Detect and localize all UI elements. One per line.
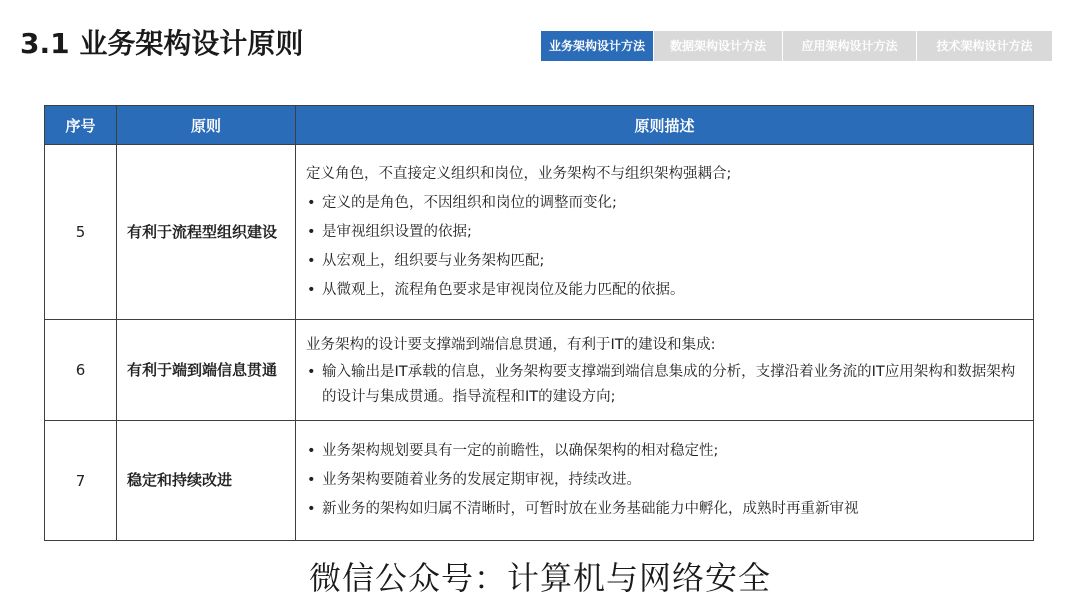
header-principle: 原则 [117, 106, 296, 145]
description-bullet: • 输入输出是IT承载的信息，业务架构要支撑端到端信息集成的分析，支撑沿着业务流的IT应用架构和数据架构的设计与集成贯通。指导流程和IT的建设方向; [306, 360, 1019, 410]
description-bullet: • 业务架构要随着业务的发展定期审视，持续改进。 [306, 466, 1019, 495]
table-row [45, 320, 1034, 421]
principle-description [296, 145, 1034, 320]
table-header-row [45, 106, 1034, 145]
description-bullet: • 从微观上，流程角色要求是审视岗位及能力匹配的依据。 [306, 276, 1019, 305]
principle-description [296, 421, 1034, 541]
tab-data-architecture[interactable]: 数据架构设计方法 [654, 31, 782, 61]
row-number: 7 [45, 421, 117, 541]
header-number: 序号 [45, 106, 117, 145]
description-bullet: • 从宏观上，组织要与业务架构匹配; [306, 247, 1019, 276]
tab-application-architecture[interactable]: 应用架构设计方法 [783, 31, 916, 61]
description-intro: 定义角色，不直接定义组织和岗位，业务架构不与组织架构强耦合; [306, 165, 732, 182]
tab-business-architecture[interactable]: 业务架构设计方法 [541, 31, 653, 61]
principle-name: 有利于端到端信息贯通 [117, 320, 296, 421]
tab-technology-architecture[interactable]: 技术架构设计方法 [917, 31, 1052, 61]
table-row [45, 421, 1034, 541]
description-bullet: • 是审视组织设置的依据; [306, 218, 1019, 247]
page-title: 3.1 业务架构设计原则 [20, 27, 304, 60]
table-row [45, 145, 1034, 320]
description-bullet: • 新业务的架构如归属不清晰时，可暂时放在业务基础能力中孵化，成熟时再重新审视 [306, 495, 1019, 524]
header-description: 原则描述 [296, 106, 1034, 145]
description-bullet: • 业务架构规划要具有一定的前瞻性，以确保架构的相对稳定性; [306, 437, 1019, 466]
description-intro: 业务架构的设计要支撑端到端信息贯通，有利于IT的建设和集成: [306, 336, 716, 353]
tab-bar [541, 31, 1053, 61]
principle-name: 稳定和持续改进 [117, 421, 296, 541]
row-number: 5 [45, 145, 117, 320]
principle-name: 有利于流程型组织建设 [117, 145, 296, 320]
row-number: 6 [45, 320, 117, 421]
description-bullet: • 定义的是角色，不因组织和岗位的调整而变化; [306, 189, 1019, 218]
principle-description [296, 320, 1034, 421]
principles-table [44, 105, 1034, 541]
wechat-watermark: 微信公众号：计算机与网络安全 [308, 559, 771, 597]
